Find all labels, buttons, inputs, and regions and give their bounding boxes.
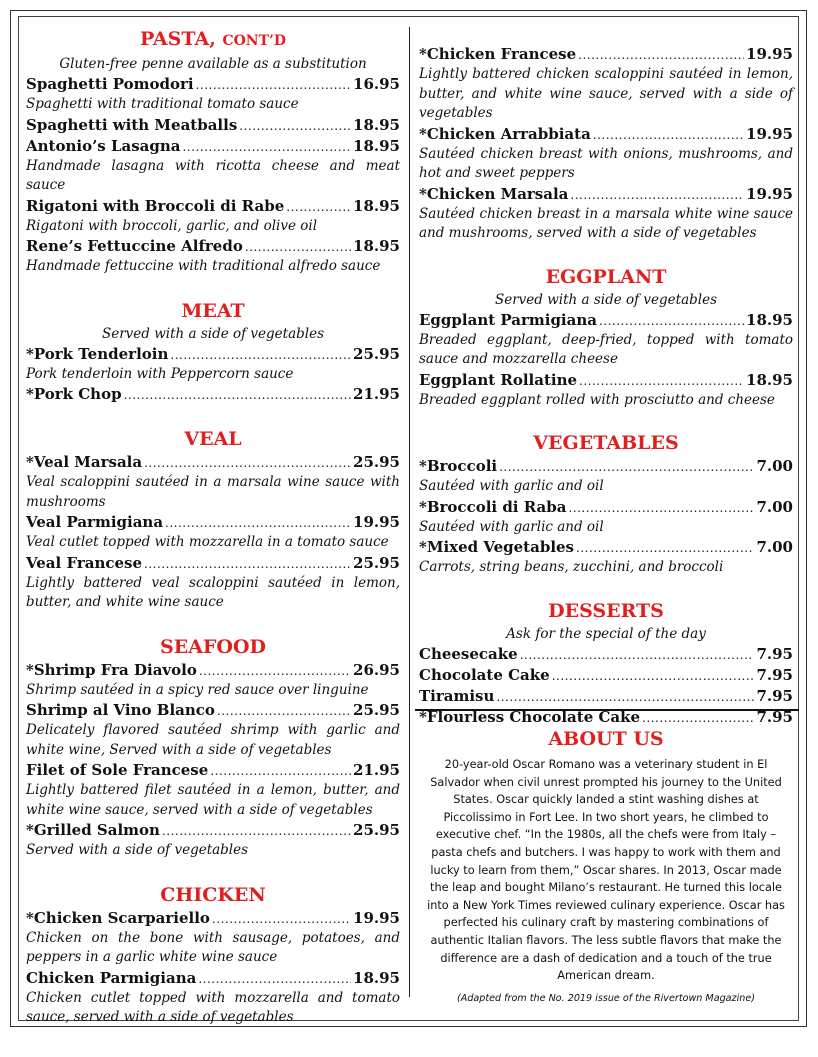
dot-leader — [196, 75, 351, 95]
dot-leader — [578, 45, 744, 65]
dot-leader — [599, 311, 744, 331]
menu-item-line — [419, 665, 793, 686]
menu-item-description: Chicken on the bone with sausage, potatoes, and peppers in a garlic white wine sauce — [26, 929, 400, 965]
menu-item — [26, 452, 400, 512]
section-pasta — [26, 26, 400, 277]
menu-item-price: 25.95 — [353, 553, 400, 572]
menu-item-description: Breaded eggplant rolled with prosciutto and cheese — [419, 391, 775, 408]
menu-item-line — [419, 184, 793, 205]
dot-leader — [568, 498, 754, 518]
section-eggplant — [419, 264, 793, 411]
menu-item-price: 7.95 — [756, 686, 793, 705]
menu-item-description: Chicken cutlet topped with mozzarella and tomato sauce, served with a side of vegetables — [26, 989, 400, 1025]
menu-item-description: Lightly battered filet sautéed in a lemon, butter, and white wine sauce, served with a side of vegetables — [26, 782, 400, 818]
menu-item-price: 7.00 — [756, 497, 793, 516]
menu-item-name: Spaghetti Pomodori — [26, 75, 194, 93]
section-chicken-continued — [419, 44, 793, 244]
menu-item-line — [26, 553, 400, 574]
menu-item-name: *Pork Tenderloin — [26, 344, 169, 363]
menu-item-name: *Broccoli di Raba — [419, 497, 567, 516]
section-title-meat: MEAT — [181, 299, 245, 322]
menu-item-description: Veal scaloppini sautéed in a marsala wine sauce with mushrooms — [26, 474, 400, 510]
menu-item — [419, 707, 793, 728]
menu-item — [26, 236, 400, 277]
menu-item-price: 7.95 — [756, 644, 793, 663]
dot-leader — [183, 137, 351, 157]
dot-leader — [520, 645, 755, 665]
menu-item — [26, 512, 400, 553]
menu-item-line — [419, 310, 793, 331]
section-title-vegetables: VEGETABLES — [533, 432, 679, 454]
about-source: (Adapted from the No. 2019 issue of the Rivertown Magazine) — [457, 992, 755, 1004]
menu-item-description: Sautéed with garlic and oil — [419, 518, 604, 535]
menu-item-price: 16.95 — [353, 75, 400, 93]
menu-item-name: Rigatoni with Broccoli di Rabe — [26, 196, 285, 215]
menu-item-line — [419, 537, 793, 558]
menu-item-line — [26, 908, 400, 929]
dot-leader — [496, 687, 754, 707]
menu-item-name: *Mixed Vegetables — [419, 538, 575, 556]
menu-item-price: 19.95 — [353, 908, 400, 927]
menu-item-name: Chicken Parmigiana — [26, 968, 197, 987]
menu-item-price: 7.00 — [756, 457, 793, 475]
menu-item — [419, 310, 793, 370]
dot-leader — [212, 909, 351, 929]
menu-item-line — [26, 115, 400, 136]
menu-item-name: *Flourless Chocolate Cake — [419, 707, 641, 726]
section-vegetables — [419, 430, 793, 578]
about-title: ABOUT US — [548, 728, 664, 750]
menu-item — [26, 384, 400, 405]
section-title-chicken: CHICKEN — [160, 883, 266, 906]
dot-leader — [286, 197, 351, 217]
menu-item-line — [26, 452, 400, 473]
menu-item-name: Veal Parmigiana — [26, 513, 164, 531]
section-meat — [26, 298, 400, 406]
menu-item-line — [26, 344, 400, 365]
menu-items — [419, 456, 793, 578]
menu-item-price: 18.95 — [353, 237, 400, 255]
menu-item-price: 7.95 — [756, 665, 793, 684]
menu-item — [419, 44, 793, 124]
section-note: Ask for the special of the day — [506, 625, 706, 642]
section-note: Gluten-free penne available as a substitution — [59, 56, 367, 72]
menu-item-price: 18.95 — [353, 136, 400, 155]
menu-items — [26, 452, 400, 613]
menu-item-line — [419, 456, 793, 477]
menu-item-name: *Broccoli — [419, 457, 498, 475]
menu-item — [26, 74, 400, 115]
menu-item — [419, 497, 793, 538]
menu-item — [26, 968, 400, 1028]
menu-item-description: Carrots, string beans, zucchini, and broccoli — [419, 559, 724, 575]
dot-leader — [552, 666, 755, 686]
menu-item-line — [26, 74, 400, 95]
menu-item-description: Lightly battered veal scaloppini sautéed in lemon, butter, and white wine sauce — [26, 574, 400, 610]
menu-item — [26, 660, 400, 701]
menu-item-description: Rigatoni with broccoli, garlic, and olive oil — [26, 217, 318, 234]
menu-item-name: *Chicken Francese — [419, 45, 577, 63]
menu-item — [419, 686, 793, 707]
menu-items — [419, 644, 793, 728]
section-chicken — [26, 882, 400, 1028]
menu-item — [419, 184, 793, 244]
menu-items — [419, 44, 793, 244]
menu-item-name: *Chicken Marsala — [419, 184, 569, 203]
menu-item-price: 25.95 — [353, 344, 400, 363]
menu-items — [26, 74, 400, 277]
menu-item — [26, 344, 400, 385]
dot-leader — [593, 125, 744, 145]
dot-leader — [642, 708, 754, 728]
dot-leader — [210, 761, 351, 781]
dot-leader — [124, 385, 351, 405]
menu-item-price: 25.95 — [353, 453, 400, 471]
menu-item-line — [26, 700, 400, 721]
menu-item-description: Handmade lasagna with ricotta cheese and meat sauce — [26, 157, 400, 193]
menu-item-name: Eggplant Rollatine — [419, 370, 578, 389]
dot-leader — [570, 185, 744, 205]
menu-item-description: Pork tenderloin with Peppercorn sauce — [26, 365, 294, 382]
section-title-seafood: SEAFOOD — [159, 635, 266, 658]
section-title-pasta: PASTA, CONT’D — [139, 28, 287, 50]
menu-item-name: Filet of Sole Francese — [26, 761, 209, 779]
section-veal — [26, 426, 400, 613]
menu-item — [26, 820, 400, 861]
menu-item-line — [26, 968, 400, 989]
menu-item-price: 19.95 — [746, 45, 793, 63]
menu-item-line — [26, 820, 400, 841]
menu-item-name: Rene’s Fettuccine Alfredo — [26, 237, 243, 255]
section-title-cont: CONT’D — [222, 33, 287, 49]
dot-leader — [144, 554, 351, 574]
menu-item — [26, 196, 400, 237]
section-title-veal: VEAL — [184, 428, 242, 450]
menu-item-line — [26, 236, 400, 257]
menu-item-line — [419, 124, 793, 145]
menu-item-name: *Chicken Scarpariello — [26, 908, 210, 927]
menu-item-line — [419, 707, 793, 728]
menu-item-price: 7.00 — [756, 538, 793, 556]
left-column — [26, 26, 400, 1028]
menu-item-name: Chocolate Cake — [419, 665, 550, 684]
section-title-eggplant: EGGPLANT — [545, 265, 667, 288]
menu-item-price: 19.95 — [746, 124, 793, 143]
menu-item — [26, 136, 400, 196]
menu-item-description: Shrimp sautéed in a spicy red sauce over linguine — [26, 681, 369, 698]
menu-item-line — [26, 196, 400, 217]
menu-item-description: Lightly battered chicken scaloppini sautéed in lemon, butter, and white wine sauce, served with a side of vegetables — [419, 66, 793, 121]
menu-item-line — [26, 136, 400, 157]
about-body: 20-year-old Oscar Romano was a veterinary student in El Salvador when civil unrest prompted his journey to the United States. Oscar quickly landed a stint washing dishes at Piccolissimo in Fort Lee. In two short years, he climbed to executive chef. “In the 1980s, all the chefs were from Italy – pasta chefs and butchers. I was happy to work with them and lucky to learn from them,” Oscar shares. In 2013, Oscar made the leap and bought Milano’s restaurant. He turned this locale into a New York Times reviewed culinary experience. Oscar has perfected his culinary craft by mastering combinations of authentic Italian flavors. The less subtle flavors that make the difference are a dash of dedication and a touch of the true American dream. — [427, 758, 785, 983]
section-desserts — [419, 598, 793, 728]
menu-item — [26, 908, 400, 968]
menu-item-line — [26, 760, 400, 781]
menu-item-line — [419, 44, 793, 65]
menu-item-description: Breaded eggplant, deep-fried, topped with tomato sauce and mozzarella cheese — [419, 331, 793, 367]
menu-item-description: Sautéed with garlic and oil — [419, 478, 604, 494]
dot-leader — [576, 538, 754, 558]
menu-item-description: Veal cutlet topped with mozzarella in a tomato sauce — [26, 534, 389, 550]
menu-item — [419, 644, 793, 665]
menu-item-name: Antonio’s Lasagna — [26, 136, 181, 155]
menu-item-name: *Pork Chop — [26, 385, 122, 403]
menu-item-name: Tiramisu — [419, 686, 495, 705]
menu-item-description: Delicately flavored sautéed shrimp with garlic and white wine, Served with a side of vegetables — [26, 722, 400, 758]
dot-leader — [239, 116, 351, 136]
menu-item-description: Sautéed chicken breast with onions, mushrooms, and hot and sweet peppers — [419, 145, 793, 181]
menu-item — [419, 537, 793, 578]
dot-leader — [245, 237, 351, 257]
menu-item — [26, 700, 400, 760]
menu-item-price: 18.95 — [353, 115, 400, 134]
about-section — [419, 726, 793, 1004]
menu-item-description: Served with a side of vegetables — [26, 842, 249, 858]
menu-item — [419, 124, 793, 184]
menu-item-price: 18.95 — [746, 310, 793, 329]
menu-item-name: Shrimp al Vino Blanco — [26, 701, 215, 719]
menu-item — [419, 370, 793, 411]
menu-item-name: *Chicken Arrabbiata — [419, 124, 591, 143]
menu-item-line — [26, 660, 400, 681]
menu-item-price: 7.95 — [756, 707, 793, 726]
section-seafood — [26, 634, 400, 861]
menu-item-name: Cheesecake — [419, 644, 518, 663]
menu-item-price: 19.95 — [746, 184, 793, 203]
menu-item-name: Veal Francese — [26, 553, 143, 572]
menu-item-line — [419, 686, 793, 707]
menu-item-price: 19.95 — [353, 513, 400, 531]
menu-item-description: Handmade fettuccine with traditional alfredo sauce — [26, 258, 381, 274]
menu-item-name: *Veal Marsala — [26, 453, 143, 471]
dot-leader — [217, 701, 351, 721]
menu-item — [26, 760, 400, 820]
menu-items — [419, 310, 793, 411]
dot-leader — [499, 457, 754, 477]
menu-item-line — [419, 370, 793, 391]
menu-item-line — [419, 644, 793, 665]
menu-item-line — [26, 384, 400, 405]
menu-item-price: 25.95 — [353, 701, 400, 719]
dot-leader — [165, 513, 351, 533]
dot-leader — [199, 661, 351, 681]
menu-item-line — [419, 497, 793, 518]
menu-item-name: *Shrimp Fra Diavolo — [26, 660, 197, 679]
menu-item-price: 18.95 — [353, 196, 400, 215]
section-title-desserts: DESSERTS — [548, 599, 664, 622]
menu-item-name: Eggplant Parmigiana — [419, 310, 597, 329]
menu-item — [419, 456, 793, 497]
menu-item-name: *Grilled Salmon — [26, 821, 160, 839]
menu-item-price: 18.95 — [746, 370, 793, 389]
dot-leader — [198, 969, 351, 989]
menu-item-name: Spaghetti with Meatballs — [26, 115, 238, 134]
menu-items — [26, 908, 400, 1028]
menu-item — [26, 553, 400, 613]
menu-item-price: 21.95 — [353, 761, 400, 779]
menu-item-line — [26, 512, 400, 533]
dot-leader — [170, 345, 351, 365]
menu-item — [26, 115, 400, 136]
menu-item-description: Spaghetti with traditional tomato sauce — [26, 96, 299, 112]
menu-item-price: 18.95 — [353, 968, 400, 987]
right-column — [419, 44, 793, 728]
menu-item-price: 21.95 — [353, 385, 400, 403]
menu-item-price: 25.95 — [353, 821, 400, 839]
menu-items — [26, 660, 400, 861]
dot-leader — [579, 371, 744, 391]
column-divider — [409, 27, 410, 997]
menu-items — [26, 344, 400, 406]
section-note: Served with a side of vegetables — [101, 325, 325, 342]
dot-leader — [144, 453, 351, 473]
menu-item — [419, 665, 793, 686]
menu-item-description: Sautéed chicken breast in a marsala white wine sauce and mushrooms, served with a side of vegetables — [419, 205, 793, 241]
section-note: Served with a side of vegetables — [494, 291, 718, 308]
dot-leader — [162, 821, 351, 841]
menu-item-price: 26.95 — [353, 660, 400, 679]
